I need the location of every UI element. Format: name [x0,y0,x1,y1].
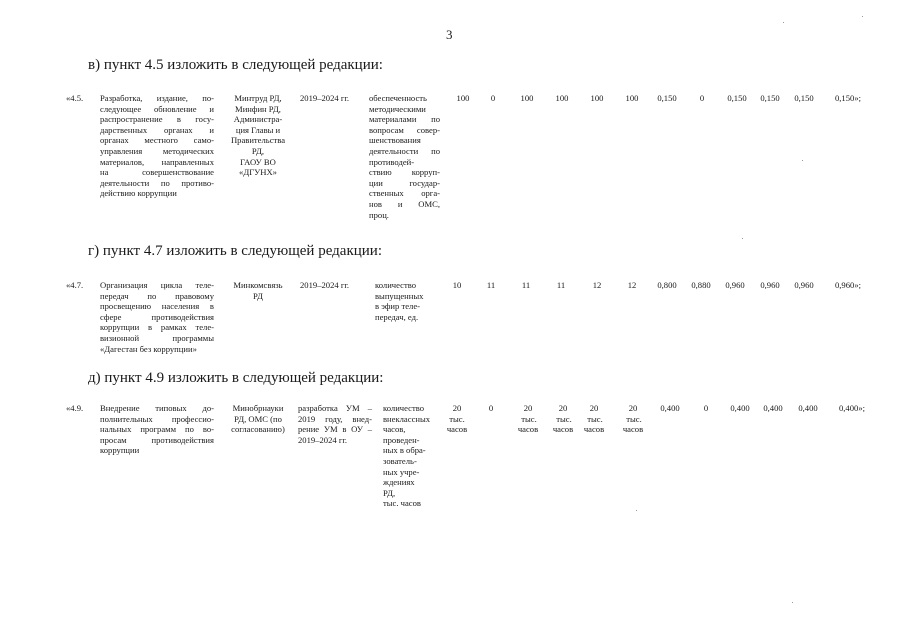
scan-speck [792,602,793,603]
measure-name: Организация цикла теле- передач по правовому просвещению населения в сфере противодействия коррупции в рамках теле- визионной программы «Дагестан без коррупции» [100,280,214,354]
value-cell: 100 [590,93,604,103]
scan-speck [742,238,743,239]
value-cell: 0 [703,403,709,413]
value-cell: 0,400 [763,403,783,413]
value-cell: 0,400 [660,403,680,413]
scan-speck [636,510,637,511]
item-number: «4.5. [66,93,84,103]
value-cell: 10 [452,280,462,290]
section-heading-4-5: в) пункт 4.5 изложить в следующей редакции: [88,57,383,73]
value-cell: 11 [486,280,496,290]
scan-speck [802,160,803,161]
value-cell: 20 тыс. часов [583,403,605,435]
value-cell: 0,400»; [838,403,866,413]
value-cell: 100 [456,93,470,103]
value-cell: 0,960 [760,280,780,290]
value-cell: 20 тыс. часов [517,403,539,435]
indicator: количество внеклассных часов, проведен- ных в обра- зователь- ных учре- ждениях РД, тыс. часов [383,403,431,509]
item-number: «4.7. [66,280,84,290]
scan-speck [783,22,784,23]
value-cell: 0,150 [760,93,780,103]
value-cell: 0 [490,93,496,103]
value-cell: 0,960 [794,280,814,290]
period: разработка УМ – 2019 году, внед- рение УМ в ОУ – 2019–2024 гг. [298,403,372,445]
value-cell: 20 тыс. часов [622,403,644,435]
value-cell: 100 [555,93,569,103]
scan-speck [862,16,863,17]
value-cell: 0,960 [725,280,745,290]
value-cell: 11 [521,280,531,290]
value-cell: 20 тыс. часов [446,403,468,435]
measure-name: Внедрение типовых до- полнительных профессио- нальных программ по во- просам противодействия коррупции [100,403,214,456]
value-cell: 0,400 [798,403,818,413]
item-number: «4.9. [66,403,84,413]
value-cell: 0,880 [691,280,711,290]
period: 2019–2024 гг. [300,93,350,103]
value-cell: 0,150 [727,93,747,103]
value-cell: 11 [556,280,566,290]
section-heading-4-7: г) пункт 4.7 изложить в следующей редакции: [88,243,382,259]
measure-name: Разработка, издание, по- следующее обновление и распространение в госу- дарственных органах и органах местного само- управления методических материалов, направленных на совершенствование деятельности по противо- действию коррупции [100,93,214,199]
value-cell: 0,150»; [834,93,862,103]
executor: Минобрнауки РД, ОМС (по согласованию) [231,403,285,435]
page-number: 3 [446,27,453,42]
value-cell: 0 [699,93,705,103]
value-cell: 0,150 [794,93,814,103]
value-cell: 100 [625,93,639,103]
indicator: обеспеченность методическими материалами по вопросам совер- шенствования деятельности по противодей- ствию корруп- ции государ- ственных орга- нов и ОМС, проц. [369,93,440,220]
executor: Минтруд РД, Минфин РД, Администра- ция Главы и Правительства РД, ГАОУ ВО «ДГУНХ» [230,93,286,178]
value-cell: 0,800 [657,280,677,290]
value-cell: 20 тыс. часов [552,403,574,435]
executor: Минкомсвязь РД [233,280,283,301]
value-cell: 100 [520,93,534,103]
value-cell: 0,150 [657,93,677,103]
value-cell: 0 [488,403,494,413]
value-cell: 0,960»; [834,280,862,290]
period: 2019–2024 гг. [300,280,350,290]
value-cell: 12 [592,280,602,290]
section-heading-4-9: д) пункт 4.9 изложить в следующей редакции: [88,370,384,386]
value-cell: 12 [627,280,637,290]
value-cell: 0,400 [730,403,750,413]
indicator: количество выпущенных в эфир теле- передач, ед. [375,280,424,322]
